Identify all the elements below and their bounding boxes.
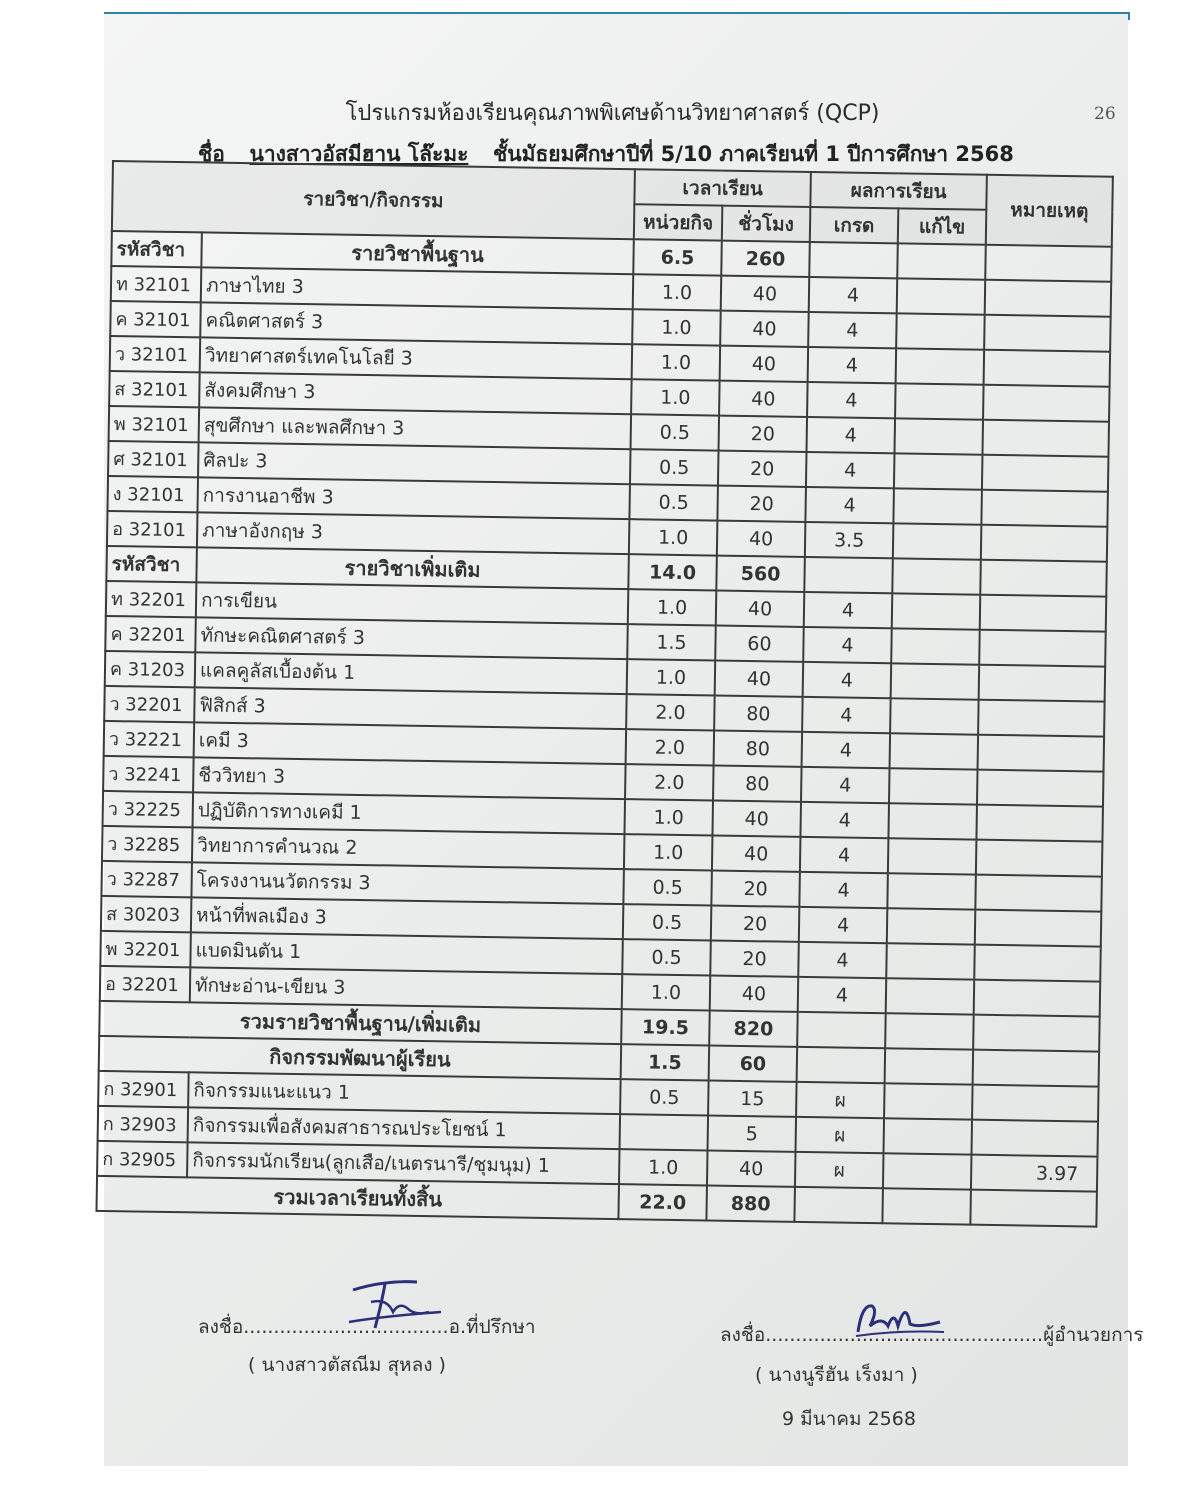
name-label: ชื่อ: [198, 142, 225, 166]
subject-name: วิทยาศาสตร์เทคโนโลยี 3: [200, 337, 633, 379]
basic-title: รายวิชาพื้นฐาน: [201, 232, 634, 274]
advisor-name: ( นางสาวตัสณีม สุหลง ): [248, 1354, 446, 1376]
total-row-hours: 880: [706, 1185, 795, 1221]
header-credit: หน่วยกิจ: [634, 204, 723, 240]
subject-hours: 40: [710, 975, 799, 1011]
subject-fix: [883, 1153, 972, 1189]
subject-grade: ผ: [796, 1082, 885, 1118]
director-role: ผู้อำนวยการ: [1043, 1324, 1144, 1346]
subject-note: [976, 805, 1103, 842]
subject-fix: [893, 488, 982, 524]
basic-hours: 260: [721, 241, 810, 277]
class-info: ชั้นมัธยมศึกษาปีที่ 5/10 ภาคเรียนที่ 1 ปีการศึกษา 2568: [493, 142, 1014, 166]
subject-grade: 4: [799, 907, 888, 943]
subject-hours: 20: [710, 941, 799, 977]
subject-code: ท 32101: [111, 266, 202, 302]
subject-hours: 40: [712, 801, 801, 837]
subtotal-row-note: [973, 1015, 1100, 1052]
subject-grade: 4: [804, 592, 893, 628]
subject-credit: 1.0: [622, 974, 711, 1010]
subject-note: [974, 945, 1101, 982]
subject-note: [983, 420, 1110, 457]
subject-name: ภาษาไทย 3: [201, 267, 634, 309]
subject-code: ก 32905: [97, 1141, 188, 1177]
subject-credit: 1.0: [624, 834, 713, 870]
subject-hours: 40: [720, 311, 809, 347]
subject-name: ชีววิทยา 3: [193, 757, 626, 799]
subtotal-row-credit: 19.5: [621, 1009, 710, 1045]
subject-grade: 4: [806, 452, 895, 488]
subtotal-row-hours: 820: [709, 1010, 798, 1046]
subject-grade: 4: [801, 767, 890, 803]
subject-code: ว 32101: [110, 336, 201, 372]
document-title: [0, 95, 1185, 130]
subject-grade: ผ: [796, 1117, 885, 1153]
subject-hours: 40: [717, 521, 806, 557]
subject-name: การเขียน: [196, 582, 629, 624]
subject-grade: 4: [803, 662, 892, 698]
subject-hours: 5: [708, 1115, 797, 1151]
activities-hours: 60: [709, 1045, 798, 1081]
subject-grade: 3.5: [805, 522, 894, 558]
subject-grade: 4: [803, 627, 892, 663]
subject-grade: 4: [802, 697, 891, 733]
subject-grade: 4: [802, 732, 891, 768]
subject-fix: [897, 278, 986, 314]
subject-fix: [886, 943, 975, 979]
subject-note: [974, 980, 1101, 1017]
subject-hours: 20: [717, 486, 806, 522]
subject-credit: 2.0: [625, 764, 714, 800]
subject-fix: [890, 733, 979, 769]
grades-table: [95, 160, 1113, 1228]
subject-name: กิจกรรมเพื่อสังคมสาธารณประโยชน์ 1: [188, 1107, 621, 1149]
subject-note: [982, 455, 1109, 492]
subject-hours: 15: [708, 1080, 797, 1116]
subject-name: แบดมินตัน 1: [190, 932, 623, 974]
subject-credit: 1.0: [619, 1149, 708, 1185]
header-subject: รายวิชา/กิจกรรม: [112, 161, 635, 239]
subject-name: กิจกรรมนักเรียน(ลูกเสือ/เนตรนารี/ชุมนุม) 1: [187, 1142, 620, 1184]
header-result: ผลการเรียน: [810, 172, 987, 210]
basic-credit: 6.5: [633, 239, 722, 275]
title-text: โปรแกรมห้องเรียนคุณภาพพิเศษด้านวิทยาศาสตร์ (QCP): [345, 101, 880, 126]
subject-name: การงานอาชีพ 3: [197, 477, 630, 519]
header-hours: ชั่วโมง: [722, 206, 811, 242]
subject-hours: 40: [721, 276, 810, 312]
subject-code: ค 31203: [105, 651, 196, 687]
subject-credit: 0.5: [623, 904, 712, 940]
subject-hours: 20: [711, 906, 800, 942]
subject-name: ฟิสิกส์ 3: [194, 687, 627, 729]
subject-code: ว 32287: [101, 861, 192, 897]
subject-note: [984, 315, 1111, 352]
subject-fix: [887, 908, 976, 944]
subject-fix: [888, 838, 977, 874]
subject-code: ก 32903: [98, 1106, 189, 1142]
subject-credit: [620, 1114, 709, 1150]
subject-note: [975, 910, 1102, 947]
activities-title: กิจกรรมพัฒนาผู้เรียน: [99, 1036, 622, 1079]
subject-grade: 4: [799, 872, 888, 908]
subject-credit: 0.5: [630, 449, 719, 485]
subject-credit: 0.5: [623, 869, 712, 905]
subject-grade: 4: [809, 277, 898, 313]
subject-hours: 20: [711, 871, 800, 907]
subject-hours: 40: [719, 381, 808, 417]
subject-grade: 4: [798, 942, 887, 978]
header-time: เวลาเรียน: [634, 169, 811, 207]
subject-name: สังคมศึกษา 3: [199, 372, 632, 414]
total-row-grade: [794, 1187, 883, 1223]
subject-code: ว 32285: [102, 826, 193, 862]
subject-fix: [896, 348, 985, 384]
subject-credit: 1.0: [624, 799, 713, 835]
subject-credit: 0.5: [631, 414, 720, 450]
total-row-fix: [882, 1188, 971, 1224]
header-fix: แก้ไข: [898, 208, 987, 244]
subject-fix: [896, 313, 985, 349]
subject-note: [984, 350, 1111, 387]
activities-credit: 1.5: [621, 1044, 710, 1080]
subject-code: พ 32101: [109, 406, 200, 442]
subject-name: ปฏิบัติการทางเคมี 1: [193, 792, 626, 834]
subject-note: [985, 280, 1112, 317]
subject-fix: [894, 453, 983, 489]
subject-hours: 20: [719, 416, 808, 452]
subject-name: คณิตศาสตร์ 3: [200, 302, 633, 344]
total-row-note: [970, 1190, 1097, 1227]
subject-hours: 40: [716, 591, 805, 627]
subject-grade: 4: [808, 312, 897, 348]
subject-fix: [895, 383, 984, 419]
subject-note: [980, 595, 1107, 632]
activities-note: [973, 1050, 1100, 1087]
subject-fix: [886, 978, 975, 1014]
subject-note: [972, 1085, 1099, 1122]
subject-grade: 4: [798, 977, 887, 1013]
subject-grade: 4: [807, 417, 896, 453]
header-grade: เกรด: [810, 207, 899, 243]
activities-grade: [797, 1047, 886, 1083]
subject-code: ส 32101: [109, 371, 200, 407]
subject-hours: 80: [714, 731, 803, 767]
subject-note: 3.97: [971, 1155, 1098, 1192]
additional-hours: 560: [716, 556, 805, 592]
subject-fix: [888, 803, 977, 839]
subject-hours: 40: [707, 1150, 796, 1186]
advisor-dots-right: ...............: [358, 1316, 449, 1338]
subject-code: ศ 32101: [108, 441, 199, 477]
total-row-label: รวมเวลาเรียนทั้งสิ้น: [96, 1176, 619, 1219]
additional-credit: 14.0: [628, 554, 717, 590]
additional-title: รายวิชาเพิ่มเติม: [196, 547, 629, 589]
subject-hours: 60: [715, 626, 804, 662]
subject-credit: 1.0: [627, 659, 716, 695]
subject-note: [979, 665, 1106, 702]
subject-credit: 0.5: [629, 484, 718, 520]
director-dots: ..............................................: [765, 1324, 1044, 1346]
subject-credit: 0.5: [622, 939, 711, 975]
subject-credit: 1.5: [627, 624, 716, 660]
advisor-role: อ.ที่ปรึกษา: [448, 1316, 536, 1338]
subject-fix: [891, 663, 980, 699]
subject-name: โครงงานนวัตกรรม 3: [191, 862, 624, 904]
activities-fix: [885, 1048, 974, 1084]
subject-credit: 2.0: [626, 729, 715, 765]
subject-fix: [889, 768, 978, 804]
subject-note: [972, 1120, 1099, 1157]
subject-note: [981, 525, 1108, 562]
subject-grade: 4: [800, 837, 889, 873]
subject-grade: 4: [807, 382, 896, 418]
subject-fix: [893, 523, 982, 559]
subject-code: ว 32201: [104, 686, 195, 722]
advisor-dots-left: ...................: [243, 1316, 358, 1338]
subject-credit: 1.0: [629, 519, 718, 555]
subject-credit: 0.5: [620, 1079, 709, 1115]
subject-name: ทักษะอ่าน-เขียน 3: [190, 967, 623, 1009]
subject-fix: [887, 873, 976, 909]
total-row-credit: 22.0: [618, 1184, 707, 1220]
subject-code: ง 32101: [107, 476, 198, 512]
subject-credit: 1.0: [632, 344, 721, 380]
subject-note: [983, 385, 1110, 422]
subject-name: เคมี 3: [194, 722, 627, 764]
subject-code: ท 32201: [106, 581, 197, 617]
additional-code-label: รหัสวิชา: [106, 546, 197, 582]
subject-note: [978, 700, 1105, 737]
director-date: 9 มีนาคม 2568: [782, 1408, 916, 1430]
subject-hours: 40: [720, 346, 809, 382]
subject-name: หน้าที่พลเมือง 3: [191, 897, 624, 939]
subject-credit: 1.0: [633, 274, 722, 310]
header-note: หมายเหตุ: [986, 175, 1113, 247]
additional-note: [980, 560, 1107, 597]
additional-fix: [892, 558, 981, 594]
subject-fix: [884, 1118, 973, 1154]
subject-fix: [895, 418, 984, 454]
subject-name: ภาษาอังกฤษ 3: [197, 512, 630, 554]
subject-code: ส 30203: [101, 896, 192, 932]
subtotal-row-label: รวมรายวิชาพื้นฐาน/เพิ่มเติม: [99, 1001, 622, 1044]
subject-name: สุขศึกษา และพลศึกษา 3: [199, 407, 632, 449]
subject-code: ก 32901: [98, 1071, 189, 1107]
basic-code-label: รหัสวิชา: [111, 231, 202, 267]
subtotal-row-fix: [885, 1013, 974, 1049]
subject-credit: 2.0: [626, 694, 715, 730]
subject-code: ว 32241: [103, 756, 194, 792]
subject-code: อ 32101: [107, 511, 198, 547]
subject-credit: 1.0: [632, 309, 721, 345]
additional-grade: [804, 557, 893, 593]
subject-note: [977, 770, 1104, 807]
subject-fix: [890, 698, 979, 734]
subject-credit: 1.0: [631, 379, 720, 415]
subject-hours: 40: [715, 661, 804, 697]
subject-grade: ผ: [795, 1152, 884, 1188]
subject-hours: 40: [712, 836, 801, 872]
subject-code: ค 32201: [105, 616, 196, 652]
subject-note: [978, 735, 1105, 772]
director-sign-prefix: ลงชื่อ: [720, 1324, 766, 1346]
subject-grade: 4: [800, 802, 889, 838]
subject-hours: 80: [714, 696, 803, 732]
subject-fix: [892, 593, 981, 629]
advisor-sign-prefix: ลงชื่อ: [198, 1316, 244, 1338]
subject-note: [976, 840, 1103, 877]
subject-note: [981, 490, 1108, 527]
subject-name: แคลคูลัสเบื้องต้น 1: [195, 652, 628, 694]
subtotal-row-grade: [797, 1012, 886, 1048]
subject-grade: 4: [805, 487, 894, 523]
advisor-signature-image: [345, 1272, 445, 1338]
subject-code: ว 32225: [103, 791, 194, 827]
subject-code: พ 32201: [100, 931, 191, 967]
subject-name: วิทยาการคำนวณ 2: [192, 827, 625, 869]
subject-code: อ 32201: [100, 966, 191, 1002]
subject-grade: 4: [808, 347, 897, 383]
director-signature-image: [848, 1296, 948, 1342]
subject-code: ค 32101: [110, 301, 201, 337]
grade-sheet: [94, 160, 1121, 1298]
subject-name: กิจกรรมแนะแนว 1: [188, 1072, 621, 1114]
subject-note: [975, 875, 1102, 912]
subject-fix: [884, 1083, 973, 1119]
subject-code: ว 32221: [104, 721, 195, 757]
subject-hours: 80: [713, 766, 802, 802]
subject-fix: [891, 628, 980, 664]
director-name: ( นางนูรีฮัน เร็งมา ): [755, 1364, 918, 1386]
subject-hours: 20: [718, 451, 807, 487]
subject-note: [979, 630, 1106, 667]
subject-name: ทักษะคณิตศาสตร์ 3: [195, 617, 628, 659]
subject-name: ศิลปะ 3: [198, 442, 631, 484]
page-number: 26: [1094, 104, 1116, 124]
student-name: นางสาวอัสมีฮาน โล๊ะมะ: [249, 142, 469, 166]
subject-credit: 1.0: [628, 589, 717, 625]
